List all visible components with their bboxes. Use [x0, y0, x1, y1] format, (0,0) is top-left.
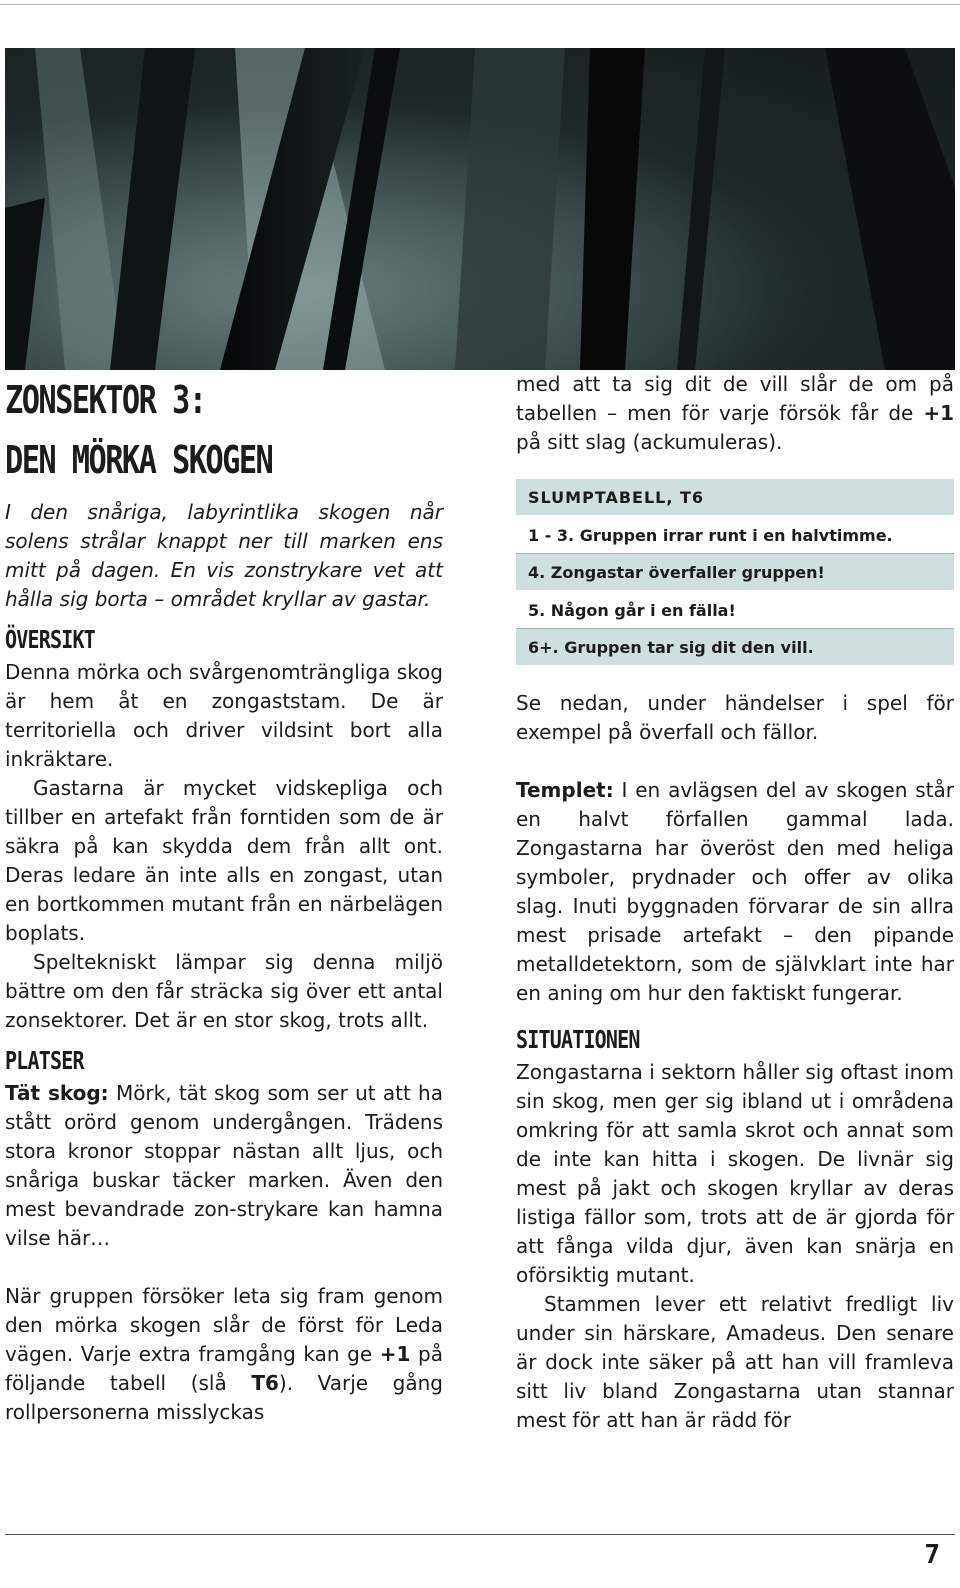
table-row-3: 5. Någon går i en fälla! [528, 600, 736, 620]
tat-skog-paragraph [5, 1079, 443, 1253]
page-number: 7 [924, 1540, 940, 1570]
table-row [516, 554, 954, 592]
situationen-paragraph-1: Zongastarna i sektorn håller sig oftast inom sin skog, men ger sig ibland ut i områdena omkring för att samla skrot och annat som de inte kan hitta i skogen. De livnär sig mest på jakt och skogen kryllar av deras listiga fällor som, trots att de är gjorda för att fånga vilda djur, även kan snärja en oförsiktig mutant. [516, 1060, 954, 1287]
page-title-line1: ZONSEKTOR 3: [5, 378, 206, 422]
table-row [516, 591, 954, 629]
page-title-line2: DEN MÖRKA SKOGEN [5, 438, 273, 482]
intro-paragraph: I den snåriga, labyrintlika skogen når solens strålar knappt ner till marken ens mitt på dagen. En vis zonstrykare vet att hålla sig borta – området kryllar av gastar. [5, 500, 443, 611]
oversikt-paragraph-3: Speltekniskt lämpar sig denna miljö bättre om den får sträcka sig över ett antal zonsektorer. Det är en stor skog, trots allt. [5, 950, 443, 1032]
search-bonus: +1 [379, 1342, 411, 1366]
footer-rule [5, 1534, 955, 1535]
table-row-2: 4. Zongastar överfaller gruppen! [516, 554, 954, 592]
random-table [516, 479, 954, 667]
random-table-header-row [516, 479, 954, 516]
oversikt-paragraph-1: Denna mörka och svårgenomträngliga skog är hem åt en zongaststam. De är territoriella och driver vildsint bort alla inkräktare. [5, 660, 443, 771]
left-column [5, 370, 443, 1427]
platser-heading: PLATSER [5, 1046, 84, 1075]
continued-bonus: +1 [923, 401, 954, 425]
se-nedan-paragraph: Se nedan, under händelser i spel för exempel på överfall och fällor. [516, 691, 954, 744]
random-table-header: SLUMPTABELL, T6 [516, 479, 954, 516]
table-row [516, 516, 954, 554]
top-rule [0, 4, 960, 5]
tat-skog-label: Tät skog: [5, 1081, 109, 1105]
oversikt-heading: ÖVERSIKT [5, 625, 95, 654]
continued-text-b: på sitt slag (ackumuleras). [516, 430, 783, 454]
continued-text-a: med att ta sig dit de vill slår de om på tabellen – men för varje försök får de [516, 372, 954, 425]
forest-illustration [5, 48, 955, 370]
templet-text: I en avlägsen del av skogen står en halvt förfallen gammal lada. Zongastarna har överöst den med heliga symboler, prydnader och offer av olika slag. Inuti byggnaden förvarar de sin allra mest prisade artefakt – den pipande metalldetektorn, som de självklart inte har en aning om hur den faktiskt fungerar. [516, 778, 954, 1005]
situationen-paragraph-2: Stammen lever ett relativt fredligt liv under sin härskare, Amadeus. Den senare är dock inte säker på att han vill framleva sitt liv bland Zongastarna utan stannar mest för att han är rädd för [516, 1292, 954, 1432]
table-row [516, 629, 954, 667]
search-text-a: När gruppen försöker leta sig fram genom den mörka skogen slår de först för Leda vägen. Varje extra framgång kan ge [5, 1284, 443, 1366]
search-die: T6 [251, 1371, 279, 1395]
oversikt-paragraph-2: Gastarna är mycket vidskepliga och tillber en artefakt från forntiden som de är säkra på kan skydda dem från allt ont. Deras ledare än inte alls en zongast, utan en bortkommen mutant från en närbelägen boplats. [5, 776, 443, 945]
right-column [516, 370, 954, 1435]
search-text-b: på följande tabell (slå [5, 1342, 443, 1395]
tat-skog-text: Mörk, tät skog som ser ut att ha stått orörd genom undergången. Trädens stora kronor stoppar nästan allt ljus, och snåriga buskar täcker marken. Även den mest bevandrade zon-strykare kan hamna vilse här… [5, 1081, 443, 1250]
table-row-4: 6+. Gruppen tar sig dit den vill. [516, 629, 954, 667]
templet-label: Templet: [516, 778, 614, 802]
search-paragraph [5, 1282, 443, 1427]
situationen-heading: SITUATIONEN [516, 1025, 640, 1054]
search-text-c: ). Varje gång rollpersonerna misslyckas [5, 1371, 444, 1424]
forest-trees-graphic [5, 48, 955, 370]
templet-paragraph [516, 776, 954, 1008]
continued-paragraph [516, 370, 954, 457]
table-row-1: 1 - 3. Gruppen irrar runt i en halvtimme. [528, 525, 893, 545]
